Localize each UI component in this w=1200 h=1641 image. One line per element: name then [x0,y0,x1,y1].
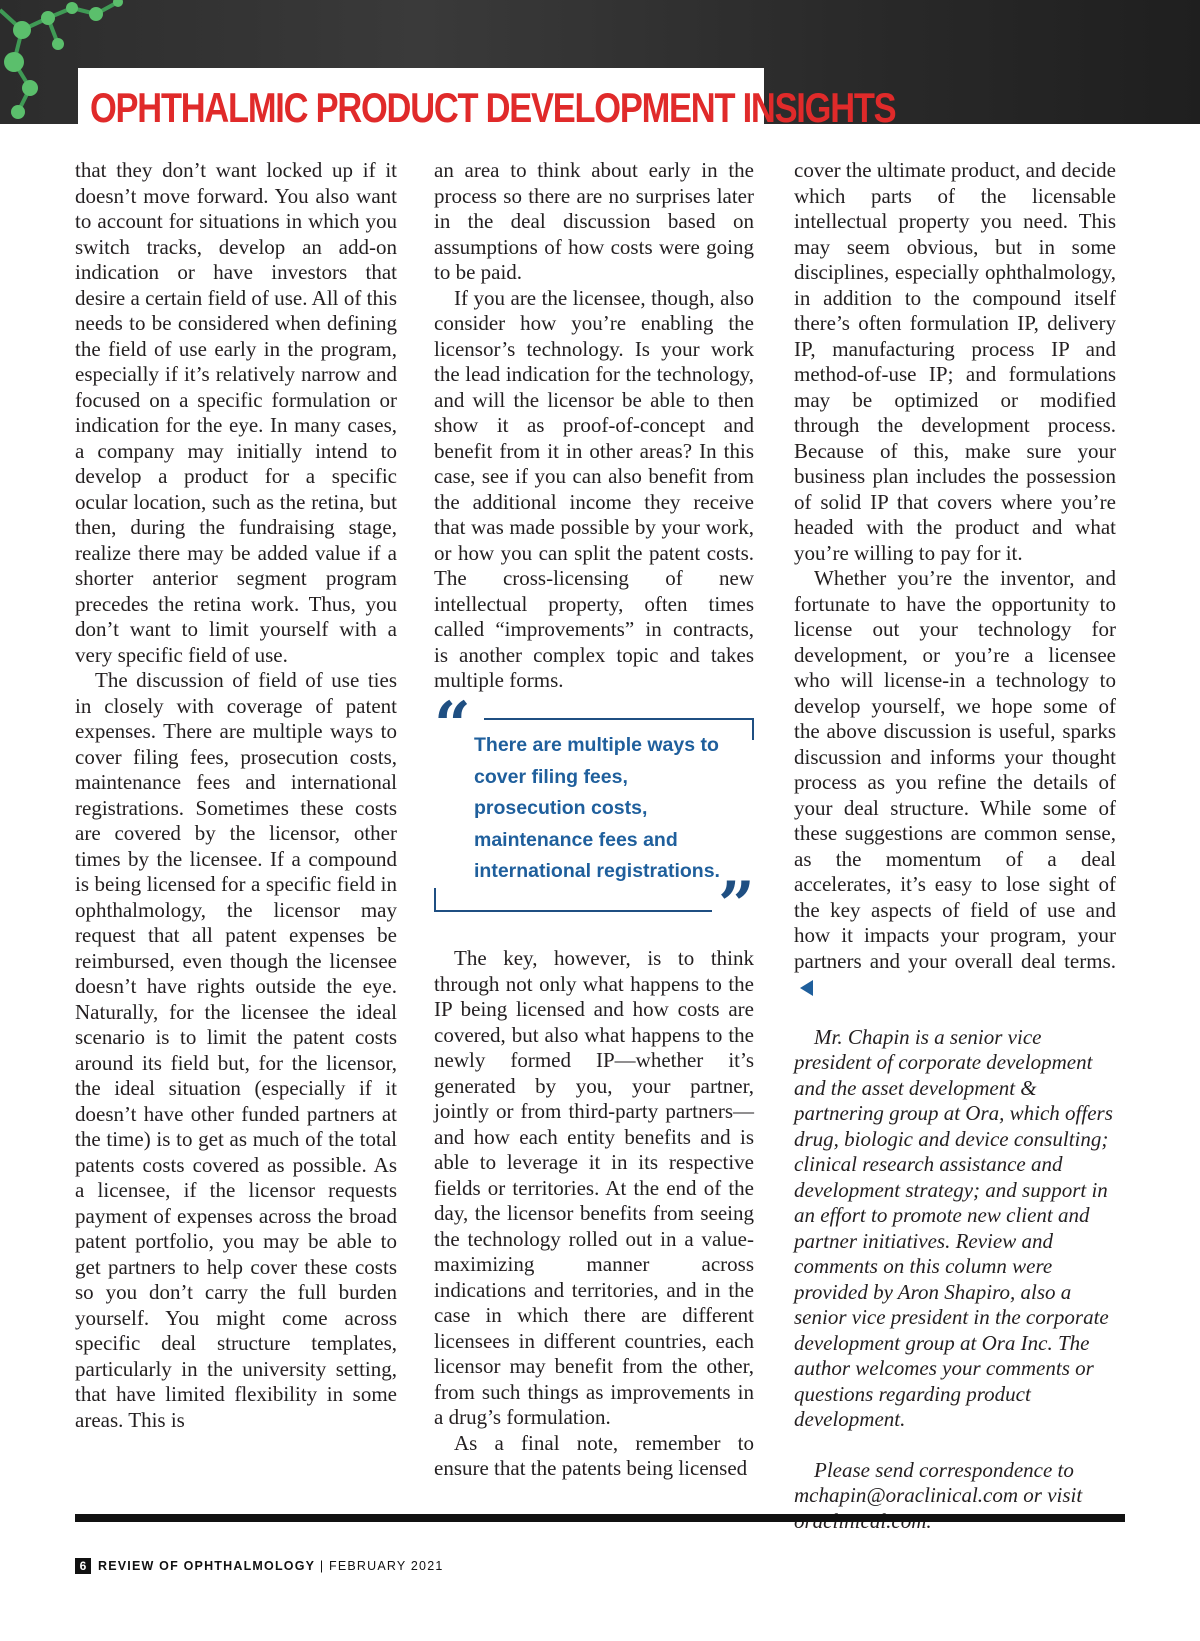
close-quote-icon: ” [718,868,755,943]
footer-rule [75,1514,1125,1522]
pull-quote-left-rule [434,888,436,912]
column-3 [794,158,1116,1534]
page-title: OPHTHALMIC PRODUCT DEVELOPMENT INSIGHTS [90,84,896,131]
col2-paragraph-4: As a final note, remember to ensure that the patents being licensed [434,1430,754,1480]
col2-paragraph-1: an area to think about early in the process so there are no surprises later in the deal discussion based on assumptions of how costs were going to be paid. [434,158,754,284]
col2-paragraph-3: The key, however, is to think through not only what happens to the IP being licensed and how costs are covered, but also what happens to the newly formed IP—whether it’s generated by you, your partner, jointly or from third-party partners—and how each entity benefits and is able to leverage it in its respective fields or territories. At the end of the day, the licensor benefits from seeing the technology rolled out in a value-maximizing manner across indications and territories, and in the case in which there are different licensees in different countries, each licensor may benefit from the other, from such things as improvements in a drug’s formulation. [434,946,754,1429]
pull-quote-top-rule [484,718,754,720]
page-number: 6 [75,1558,91,1574]
issue-date: FEBRUARY 2021 [329,1559,444,1573]
col1-paragraph-2: The discussion of field of use ties in closely with coverage of patent expenses. There are multiple ways to cover filing fees, prosecution costs, maintenance fees and international registrations. Sometimes these costs are covered by the licensor, other times by the licensee. If a compound is being licensed for a specific field in ophthalmology, the licensor may request that all patent expenses be reimbursed, even though the licensee doesn’t have rights outside the eye. Naturally, for the licensee the ideal scenario is to limit the patent costs around its field but, for the licensor, the ideal situation (especially if it doesn’t have other funded partners at the time) is to get as much of the total patents costs covered as possible. As a licensee, if the licensor requests payment of expenses across the broad patent portfolio, you may be able to get partners to help cover these costs so you don’t carry the full burden yourself. You might come across specific deal structure templates, particularly in the university setting, that have limited flexibility in some areas. This is [75,668,397,1432]
end-of-article-icon [800,980,813,996]
correspondence-note: Please send correspondence to mchapin@oraclinical.com or visit [794,1457,1083,1507]
col1-paragraph-1: that they don’t want locked up if it doesn’t move forward. You also want to account for situations in which you switch tracks, develop an add-on indication or have investors that desire a certain field of use. All of this needs to be considered when defining the field of use early in the program, especially if it’s relatively narrow and focused on a specific formulation or indication for the eye. In many cases, a company may initially intend to develop a product for a specific ocular location, such as the retina, but then, during the fundraising stage, realize there may be added value if a shorter anterior segment program precedes the retina work. Thus, you don’t want to limit yourself with a very specific field of use. [75,158,397,667]
column-2 [434,158,754,694]
col3-paragraph-1: cover the ultimate product, and decide which parts of the licensable intellectual property you need. This may seem obvious, but in some disciplines, especially ophthalmology, in addition to the compound itself there’s often formulation IP, delivery IP, manufacturing process IP and method-of-use IP; and formulations may be optimized or modified through the development process. Because of this, make sure your business plan includes the possession of solid IP that covers where you’re headed with the product and what you’re willing to pay for it. [794,158,1116,565]
author-bio: Mr. Chapin is a senior vice president of corporate development and the asset development & partnering group at Ora, which offers drug, biologic and device consulting; clinical research assistance and development strategy; and support in an effort to promote new client and partner initiatives. Review and comments on this column were provided by Aron Shapiro, also a senior vice president in the corporate development group at Ora Inc. The author welcomes your comments or questions regarding product development. [794,1024,1113,1431]
pull-quote [432,688,755,943]
col3-paragraph-2 [794,566,1116,1000]
column-2-lower [434,946,754,1482]
column-1 [75,158,397,1433]
pull-quote-right-rule [752,718,754,740]
col2-paragraph-2: If you are the licensee, though, also consider how you’re enabling the licensor’s technology. Is your work the lead indication for the technology, and will the licensor be able to then show it as proof-of-concept and benefit from it in other areas? In this case, see if you can also benefit from the additional income they receive that was made possible by your work, or how you can split the patent costs. The cross-licensing of new intellectual property, often times called “improvements” in contracts, is another complex topic and takes multiple forms. [434,285,754,692]
open-quote-icon: “ [434,688,471,763]
publication-name: REVIEW OF OPHTHALMOLOGY [98,1559,316,1573]
col3-paragraph-2-text: Whether you’re the inventor, and fortunate to have the opportunity to license out your technology for development, or you’re a licensee who will license-in a technology to develop yourself, we hope some of the above discussion is useful, sparks discussion and informs your thought process as you refine the details of your deal structure. While some of these suggestions are common sense, as the momentum of a deal accelerates, it’s easy to lose sight of the key aspects of field of use and how it impacts your program, your partners and your overall deal terms. [794,566,1116,973]
pull-quote-bottom-rule [434,910,712,912]
footer-separator: | [319,1559,325,1573]
pull-quote-text: There are multiple ways to cover filing fees, prosecution costs, maintenance fees and international registrations. [474,734,720,882]
footer-publication-line [98,1557,444,1575]
